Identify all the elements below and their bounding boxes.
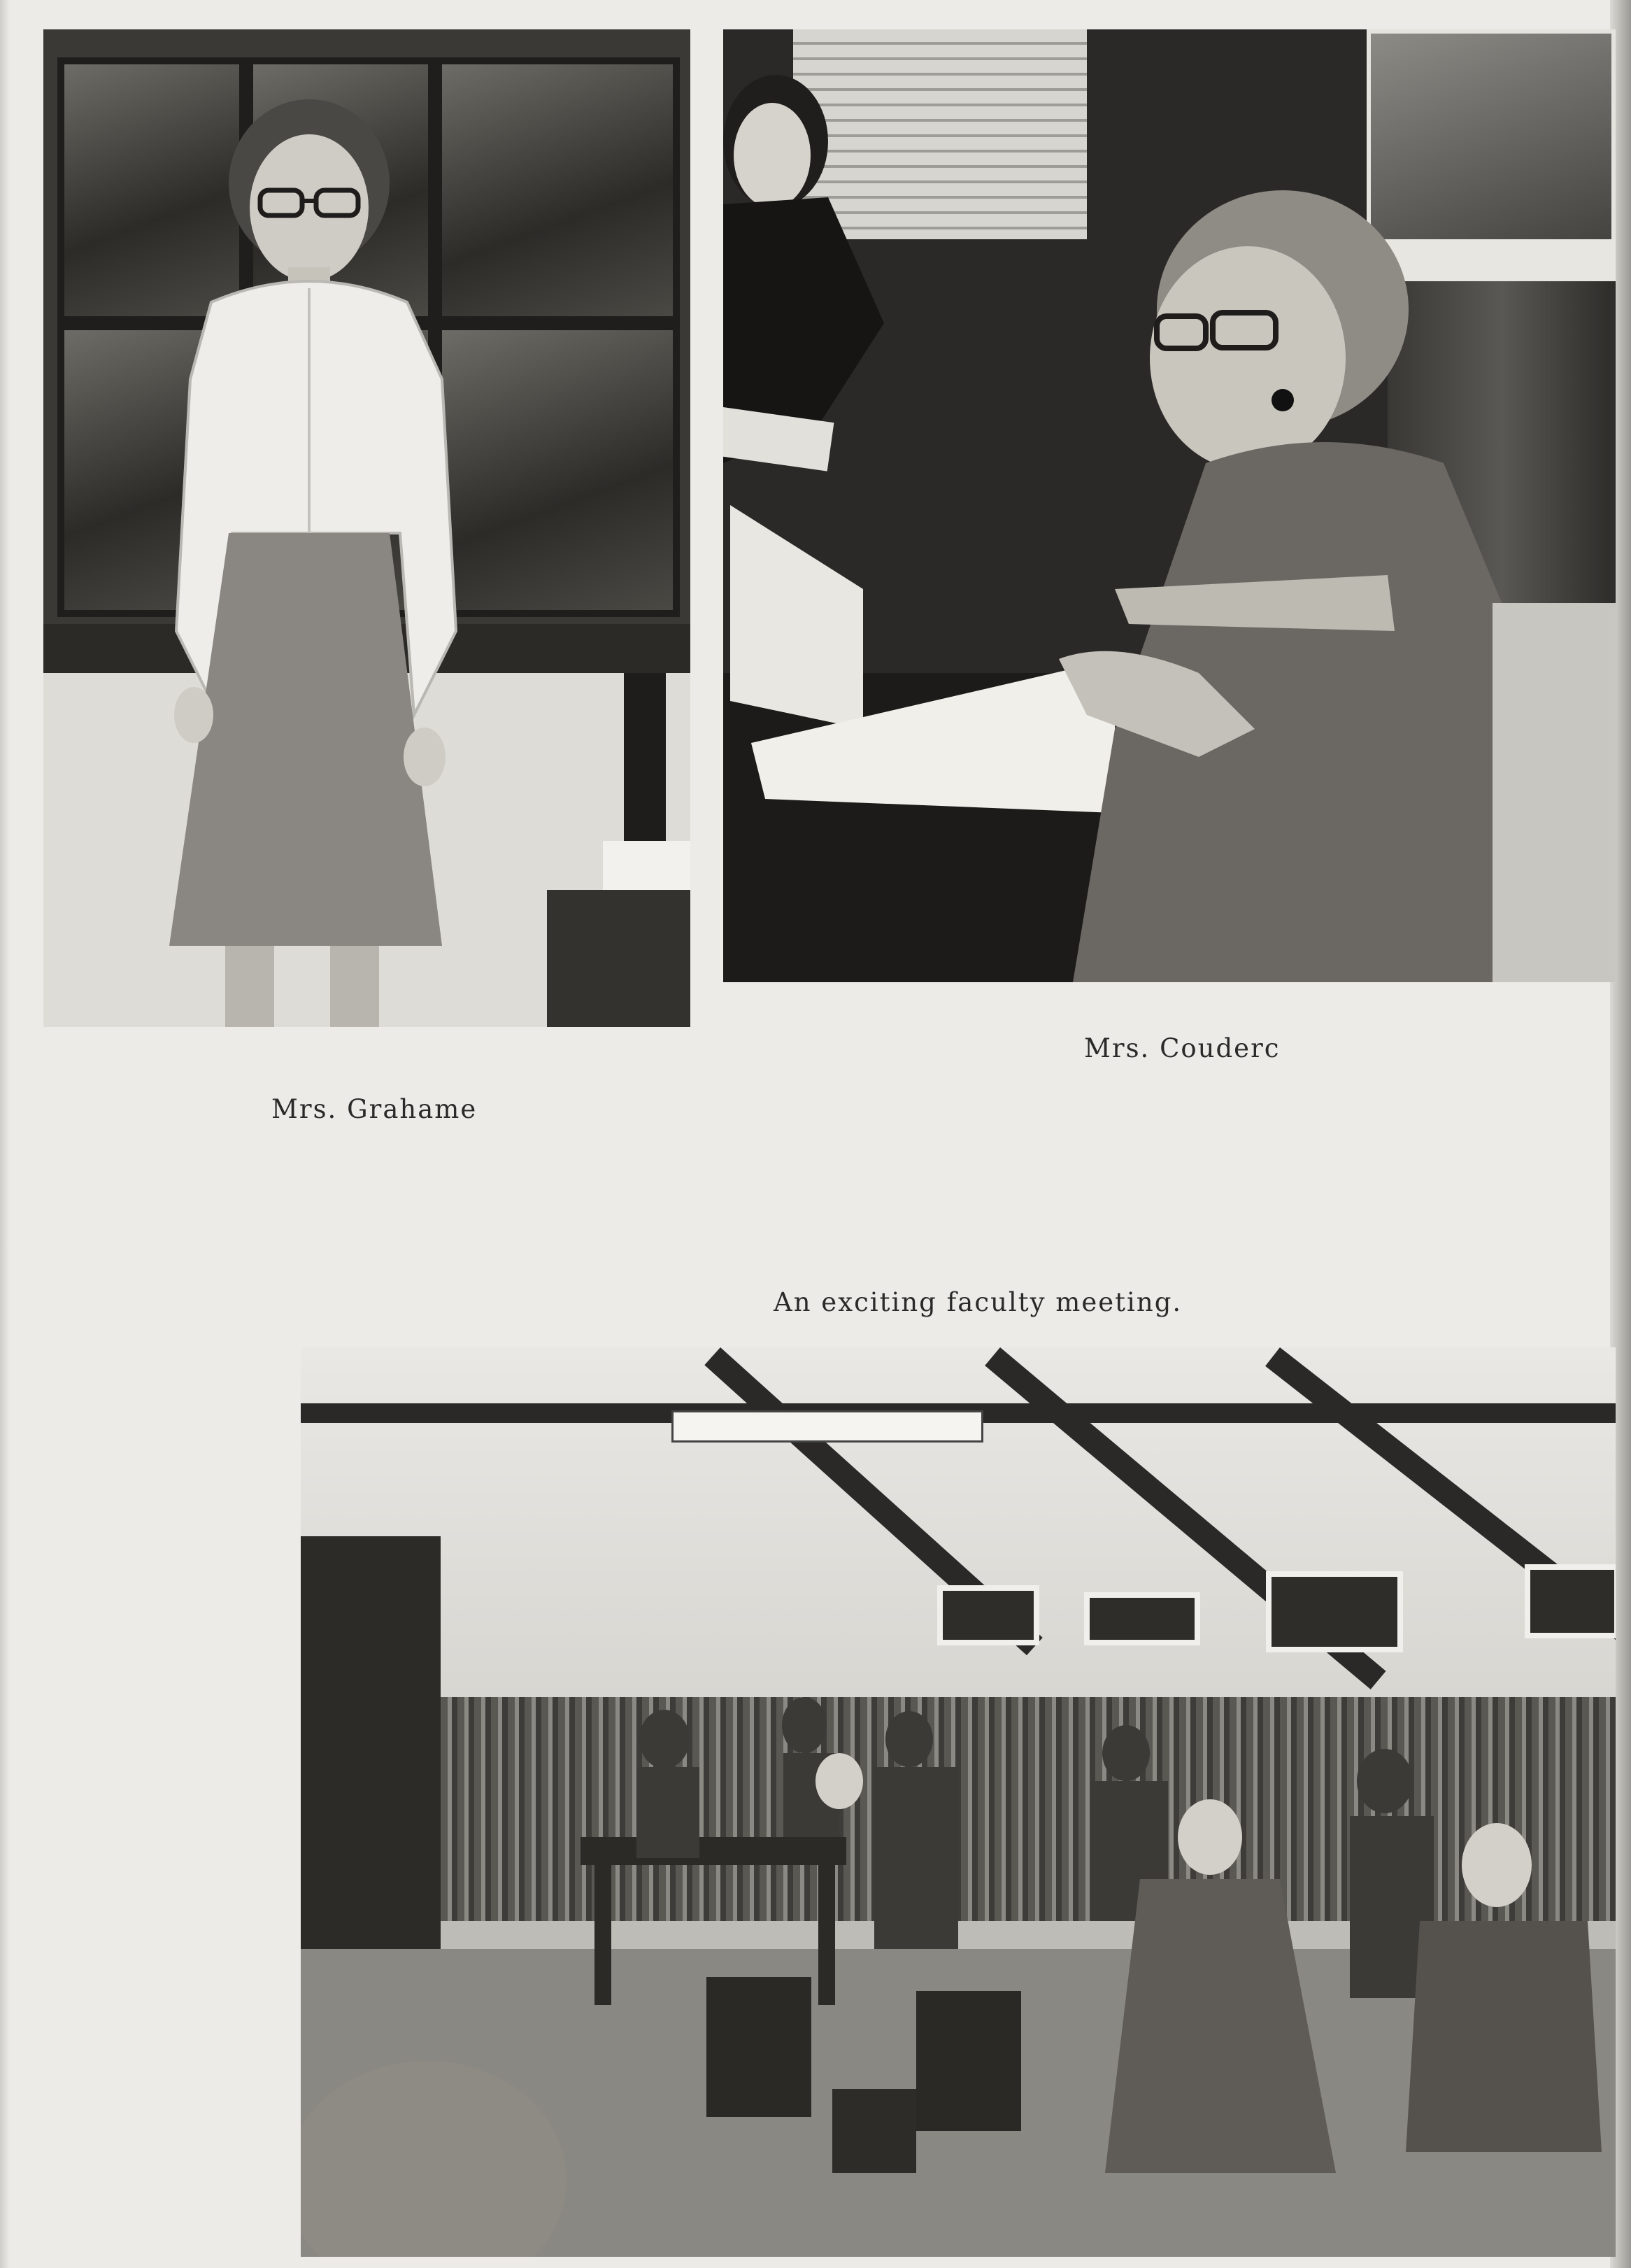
caption-faculty-meeting: An exciting faculty meeting. xyxy=(774,1287,1183,1317)
caption-mrs-grahame: Mrs. Grahame xyxy=(271,1094,478,1124)
woman-figure xyxy=(148,85,512,1027)
photo-mrs-couderc xyxy=(723,29,1616,982)
teacher-and-student xyxy=(723,29,1616,982)
caption-mrs-couderc: Mrs. Couderc xyxy=(1084,1033,1281,1063)
photo-mrs-grahame xyxy=(43,29,690,1027)
chair xyxy=(547,890,690,1027)
page-edge-left xyxy=(0,0,10,2268)
photo-faculty-meeting xyxy=(301,1347,1616,2257)
meeting-attendees xyxy=(301,1347,1616,2257)
